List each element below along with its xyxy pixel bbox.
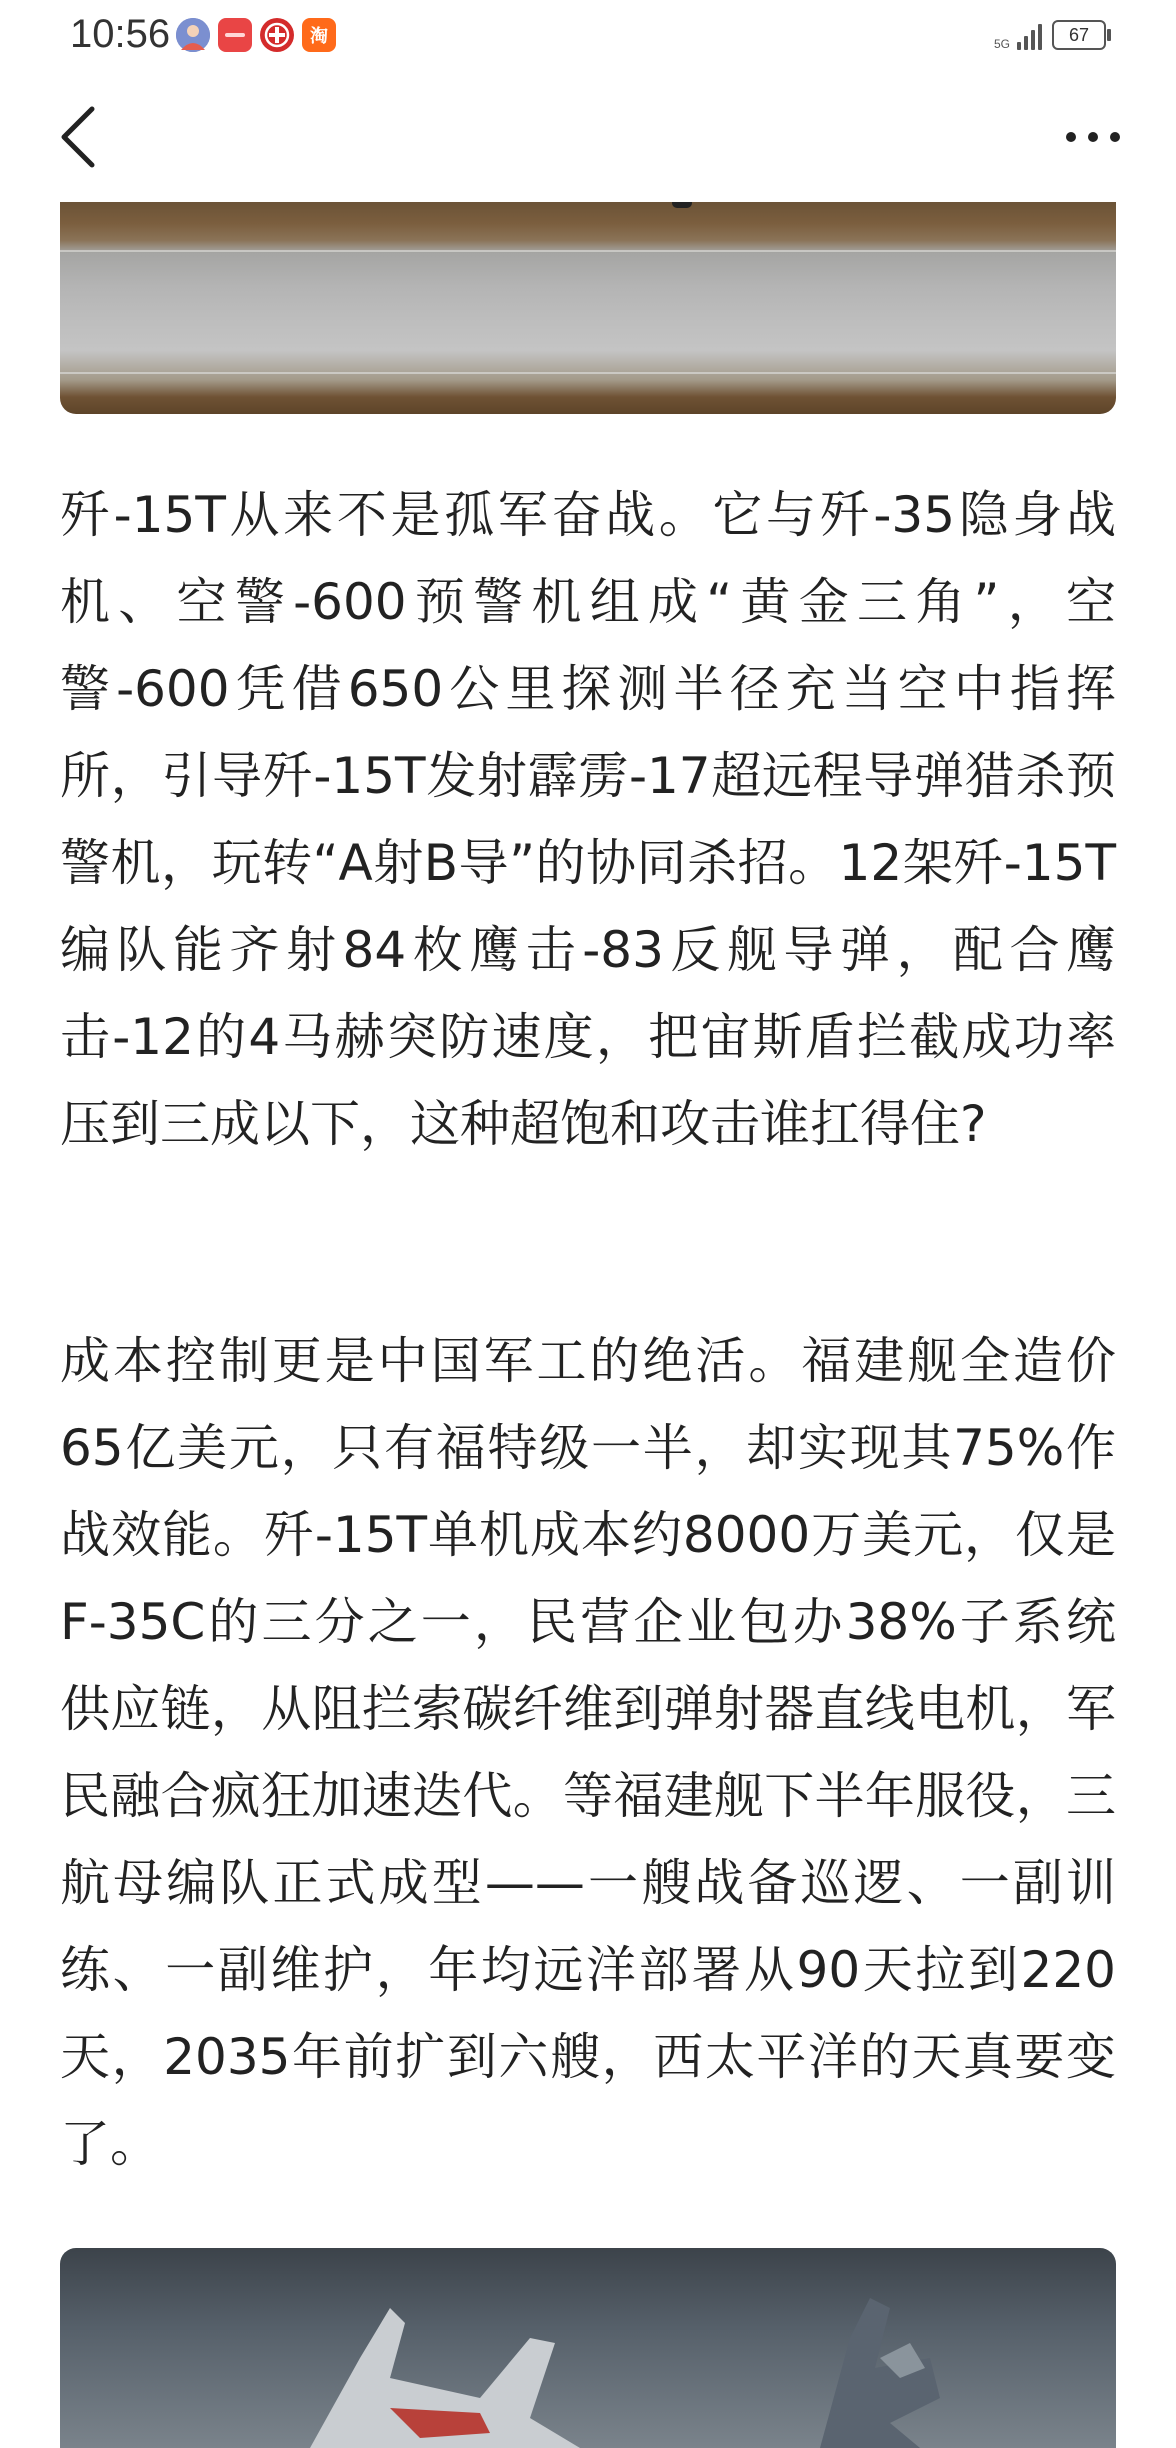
network-type: 5G (993, 37, 1010, 51)
huawei-app-icon (218, 18, 252, 52)
chevron-left-icon (58, 105, 98, 169)
more-button[interactable] (1058, 102, 1128, 172)
article-paragraph-2: 成本控制更是中国军工的绝活。福建舰全造价65亿美元，只有福特级一半，却实现其75%作战效能。歼-15T单机成本约8000万美元，仅是F-35C的三分之一，民营企业包办38%子系统供应链，从阻拦索碳纤维到弹射器直线电机，军民融合疯狂加速迭代。等福建舰下半年服役，三航母编队正式成型——一艘战备巡逻、一副训练、一副维护，年均远洋部署从90天拉到220天，2035年前扩到六艘，西太平洋的天真要变了。 (60, 1332, 1116, 2173)
avatar-app-icon (176, 18, 210, 52)
jet-silhouette-icon (60, 2248, 1116, 2448)
battery-icon (1052, 20, 1106, 50)
nav-bar (0, 72, 1176, 202)
status-time: 10:56 (70, 12, 171, 56)
back-button[interactable] (48, 102, 108, 172)
battery-level: 67 (1068, 24, 1090, 45)
more-horizontal-icon (1063, 130, 1123, 144)
status-app-icons (176, 18, 336, 52)
status-bar (0, 0, 1176, 72)
citic-app-icon (260, 18, 294, 52)
taobao-app-icon: 淘 (302, 18, 336, 52)
article-image-jets[interactable] (60, 2248, 1116, 2448)
article-image-runway[interactable] (60, 202, 1116, 414)
signal-icon (994, 20, 1042, 50)
status-indicators (994, 20, 1106, 50)
article-paragraph-1: 歼-15T从来不是孤军奋战。它与歼-35隐身战机、空警-600预警机组成“黄金三角”，空警-600凭借650公里探测半径充当空中指挥所，引导歼-15T发射霹雳-17超远程导弹猎杀预警机，玩转“A射B导”的协同杀招。12架歼-15T编队能齐射84枚鹰击-83反舰导弹，配合鹰击-12的4马赫突防速度，把宙斯盾拦截成功率压到三成以下，这种超饱和攻击谁扛得住? (60, 486, 1116, 1153)
